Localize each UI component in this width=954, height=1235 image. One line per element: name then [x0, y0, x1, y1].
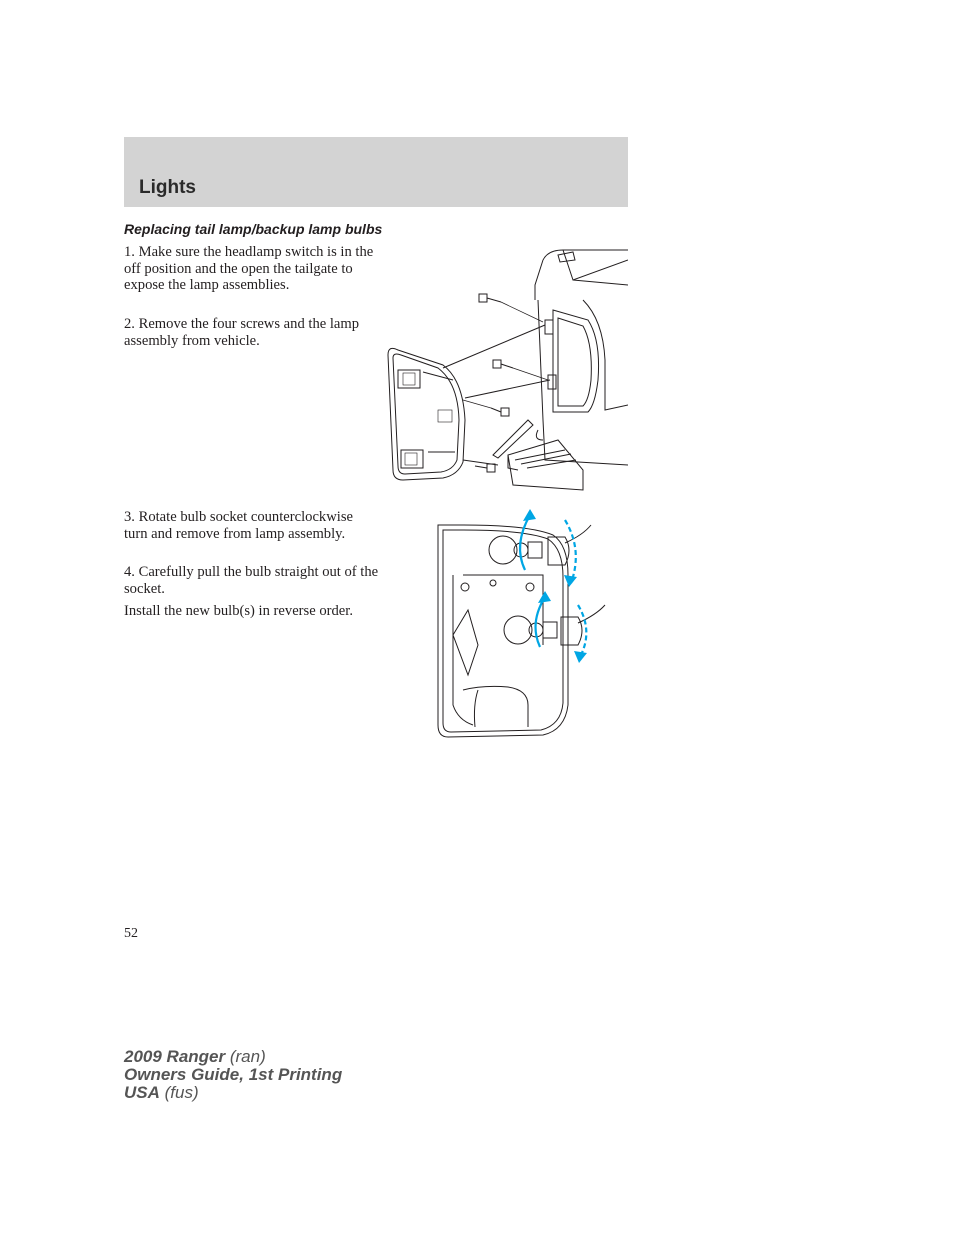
reinstall-note: Install the new bulb(s) in reverse order. — [124, 603, 353, 619]
footer-market: USA — [124, 1083, 160, 1102]
document-footer — [124, 1048, 342, 1102]
section-title: Lights — [139, 177, 196, 198]
tail-lamp-removal-illustration — [383, 240, 628, 495]
step-4-text: 4. Carefully pull the bulb straight out of the socket. — [124, 564, 379, 597]
bulb-socket-illustration — [433, 505, 613, 740]
footer-model: 2009 Ranger — [124, 1047, 226, 1066]
footer-market-code: (fus) — [159, 1083, 199, 1102]
screw-icon — [463, 400, 509, 416]
section-header-band — [124, 137, 628, 207]
page-number: 52 — [124, 926, 138, 941]
step-3-text: 3. Rotate bulb socket counterclockwise turn and remove from lamp assembly. — [124, 509, 353, 542]
screw-icon — [475, 464, 495, 472]
step-2-text: 2. Remove the four screws and the lamp assembly from vehicle. — [124, 316, 360, 349]
screw-icon — [493, 360, 548, 380]
step-1-text: 1. Make sure the headlamp switch is in the off position and the open the tailgate to expose the lamp assemblies. — [124, 244, 374, 293]
footer-model-code: (ran) — [225, 1047, 266, 1066]
footer-edition: Owners Guide, 1st Printing — [124, 1065, 343, 1084]
procedure-heading: Replacing tail lamp/backup lamp bulbs — [124, 221, 383, 237]
screw-icon — [479, 294, 543, 322]
